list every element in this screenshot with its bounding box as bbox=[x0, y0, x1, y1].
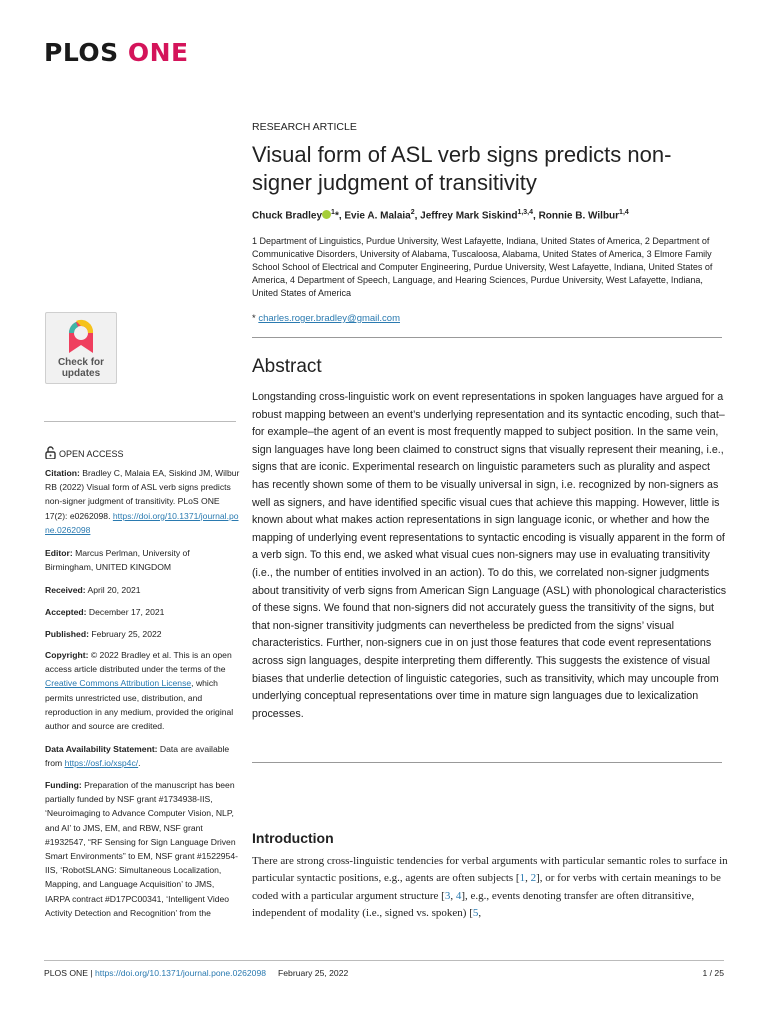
osf-link[interactable]: https://osf.io/xsp4c/ bbox=[64, 758, 139, 769]
editor-text: Marcus Perlman, University of Birmingham, UNITED KINGDOM bbox=[45, 548, 190, 573]
data-text: Data are available from bbox=[45, 744, 230, 769]
abstract-body: Longstanding cross-linguistic work on event representations in spoken languages have argued for a robust mapping between an event’s underlying representation and its syntactic encoding, such that–for example–the agent of an event is most frequently mapped to subject position. In the same vein, sign languages have long been claimed to construct signs that visually represent their meaning, i.e., signs that are iconic. Experimental research on linguistic parameters such as plurality and aspect has recently shown some of them to be visually universal in sign, i.e. recognized by non-signers as well as signers, and have identified specific visual cues that achieve this mapping. However, little is known about what makes action representations in sign language iconic, or whether and how the mapping of underlying event representations to syntactic encoding is visually apparent in the form of a verb sign. To this end, we asked what visual cues non-signers may use in evaluating transitivity (i.e., the number of entities involved in an action). To do this, we correlated non-signer judgments about transitivity of verb signs from American Sign Language (ASL) with phonological characteristics of these signs. We found that non-signers did not accurately guess the transitivity of the signs, but that non-signer transitivity judgments can nevertheless be predicted from the signs’ visual characteristics. Further, non-signers cue in on just those features that code event representations across sign languages, despite interpreting them differently. This suggests the existence of visual biases that underlie detection of linguistic categories, such as transitivity, which may uncouple from underlying conceptual representations over time in mature sign languages due to lexicalization processes. bbox=[252, 391, 727, 720]
author-1-affil: 1 bbox=[331, 209, 335, 216]
crossmark-label bbox=[46, 357, 116, 379]
citation bbox=[45, 466, 240, 537]
page-number: 1 / 25 bbox=[702, 968, 724, 978]
footer-journal: PLOS ONE bbox=[44, 968, 88, 978]
accepted bbox=[45, 605, 240, 619]
citation-text: Bradley C, Malaia EA, Siskind JM, Wilbur RB (2022) Visual form of ASL verb signs predicts non-signer judgment of transitivity. PLoS ONE 17(2): e0262098. bbox=[45, 468, 240, 521]
author-1[interactable]: Chuck Bradley bbox=[252, 210, 323, 222]
corresponding-email bbox=[252, 313, 400, 324]
copyright-text-end: , which permits unrestricted use, distribution, and reproduction in any medium, provided the original author and source are credited. bbox=[45, 678, 234, 732]
author-2-affil: 2 bbox=[410, 209, 415, 216]
divider bbox=[252, 337, 722, 338]
cc-license-link[interactable]: Creative Commons Attribution License bbox=[45, 678, 192, 689]
crossmark-line1: Check for bbox=[57, 357, 105, 368]
funding-label: Funding: bbox=[45, 780, 82, 790]
author-4-affil: 1,4 bbox=[619, 209, 629, 216]
introduction-heading: Introduction bbox=[252, 830, 334, 846]
introduction-body bbox=[252, 853, 732, 923]
copyright bbox=[45, 648, 240, 733]
check-for-updates-badge[interactable] bbox=[45, 312, 117, 384]
footer-doi-link[interactable]: https://doi.org/10.1371/journal.pone.0262098 bbox=[94, 968, 267, 978]
received bbox=[45, 583, 240, 597]
ref-link[interactable]: 1 bbox=[519, 872, 526, 885]
received-text: April 20, 2021 bbox=[85, 585, 141, 595]
funding bbox=[45, 778, 240, 920]
copyright-text: © 2022 Bradley et al. This is an open access article distributed under the terms of the bbox=[45, 650, 232, 675]
journal-logo[interactable] bbox=[44, 38, 189, 67]
accepted-text: December 17, 2021 bbox=[86, 607, 165, 617]
editor-label: Editor: bbox=[45, 548, 73, 558]
citation-doi-link[interactable]: https://doi.org/10.1371/journal.pone.0262098 bbox=[45, 510, 239, 535]
published-text: February 25, 2022 bbox=[88, 629, 162, 639]
data-label: Data Availability Statement: bbox=[45, 744, 158, 754]
open-access-label: OPEN ACCESS bbox=[59, 449, 124, 459]
email-prefix: * bbox=[252, 313, 259, 324]
intro-text-4: , bbox=[478, 907, 482, 920]
author-3[interactable]: , Jeffrey Mark Siskind bbox=[414, 210, 518, 222]
divider bbox=[252, 762, 722, 763]
footer-date: February 25, 2022 bbox=[278, 968, 349, 978]
received-label: Received: bbox=[45, 585, 86, 595]
ref-link[interactable]: 4 bbox=[455, 889, 462, 902]
ref-link[interactable]: 5 bbox=[472, 907, 479, 920]
article-title: Visual form of ASL verb signs predicts non-signer judgment of transitivity bbox=[252, 142, 672, 195]
ref-sep: , bbox=[450, 889, 456, 902]
published bbox=[45, 627, 240, 641]
copyright-label: Copyright: bbox=[45, 650, 89, 660]
author-2[interactable]: *, Evie A. Malaia bbox=[334, 210, 411, 222]
intro-text-3: ], e.g., events denoting transfer are often ditransitive, independent of modality (i.e., signed vs. spoken) [ bbox=[252, 889, 695, 920]
accepted-label: Accepted: bbox=[45, 607, 87, 617]
sidebar-divider bbox=[44, 421, 236, 422]
crossmark-icon bbox=[67, 319, 95, 355]
footer-divider bbox=[44, 960, 724, 961]
funding-text: Preparation of the manuscript has been partially funded by NSF grant #1734938-IIS, ‘Neuroimaging to Advance Computer Vision, NLP, and AI’ to JMS, EM, and RBW, NSF grant #1932547, “RF Sensing for Sign Language Driven Smart Environments” to EM, NSF grant #1522954-IIS, ‘RobotSLANG: Simultaneous Localization, Mapping, and Language Acquisition’ to JMS, IARPA contract #D17PC00341, ‘Intelligent Video Activity Detection and Recognition’ from the bbox=[45, 780, 238, 918]
crossmark-line2: updates bbox=[61, 368, 101, 379]
footer-sep: | bbox=[87, 968, 95, 978]
open-lock-icon bbox=[45, 446, 56, 459]
email-link[interactable]: charles.roger.bradley@gmail.com bbox=[258, 313, 400, 324]
ref-link[interactable]: 3 bbox=[444, 889, 451, 902]
logo-one: ONE bbox=[127, 38, 189, 67]
affiliations: 1 Department of Linguistics, Purdue University, West Lafayette, Indiana, United States of America, 2 Department of Communicative Disorders, University of Alabama, Tuscaloosa, Alabama, United States of America, 3 Elmore Family School School of Electrical and Computer Engineering, Purdue University, West Lafayette, Indiana, United States of America, 4 Department of Speech, Language, and Hearing Sciences, Purdue University, West Lafayette, Indiana, United States of America bbox=[252, 236, 713, 298]
data-availability bbox=[45, 742, 240, 770]
article-type: RESEARCH ARTICLE bbox=[252, 121, 357, 133]
abstract-heading: Abstract bbox=[252, 356, 322, 377]
intro-text-2: ], or for verbs with certain meanings to be coded with a particular argument structure [ bbox=[252, 872, 721, 902]
author-3-affil: 1,3,4 bbox=[517, 209, 534, 216]
author-list bbox=[252, 209, 732, 221]
intro-text-1: There are strong cross-linguistic tendencies for verbal arguments with particular semantic roles to surface in particular syntactic positions, e.g., agents are often subjects [ bbox=[252, 855, 728, 885]
orcid-icon[interactable] bbox=[322, 210, 331, 219]
author-4[interactable]: , Ronnie B. Wilbur bbox=[533, 210, 620, 222]
data-end: . bbox=[138, 758, 141, 769]
ref-sep: , bbox=[525, 872, 531, 885]
logo-plos: PLOS bbox=[44, 38, 119, 67]
ref-link[interactable]: 2 bbox=[530, 872, 537, 885]
footer bbox=[44, 968, 348, 978]
citation-label: Citation: bbox=[45, 468, 80, 478]
editor bbox=[45, 546, 240, 574]
published-label: Published: bbox=[45, 629, 89, 639]
open-access-badge bbox=[45, 446, 124, 459]
